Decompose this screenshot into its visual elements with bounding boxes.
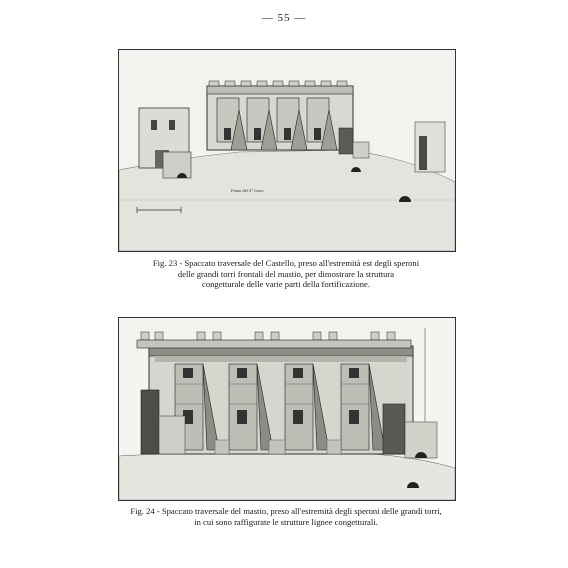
mastio-cross-section-drawing [119,318,455,500]
page-number: — 55 — [261,12,307,24]
figure-24-caption [108,506,464,527]
castle-cross-section-drawing [119,50,455,251]
caption-line: Fig. 24 - Spaccato traversale del mastio, preso all'estremità degli speroni delle grandi torri, [130,506,442,516]
caption-line: in cui sono raffigurate le strutture lignee congetturali. [194,516,378,527]
caption-line: Fig. 23 - Spaccato traversale del Castello, preso all'estremità est degli speroni [152,258,420,268]
plan-label: Piano del 2° fosso [231,188,264,193]
figure-24-drawing [118,317,456,501]
figure-23-caption [108,258,464,290]
caption-line: delle grandi torri frontali del mastio, per dimostrare la struttura [177,268,395,279]
figure-23-drawing [118,49,456,252]
caption-line: congetturale delle varie parti della fortificazione. [202,279,370,289]
